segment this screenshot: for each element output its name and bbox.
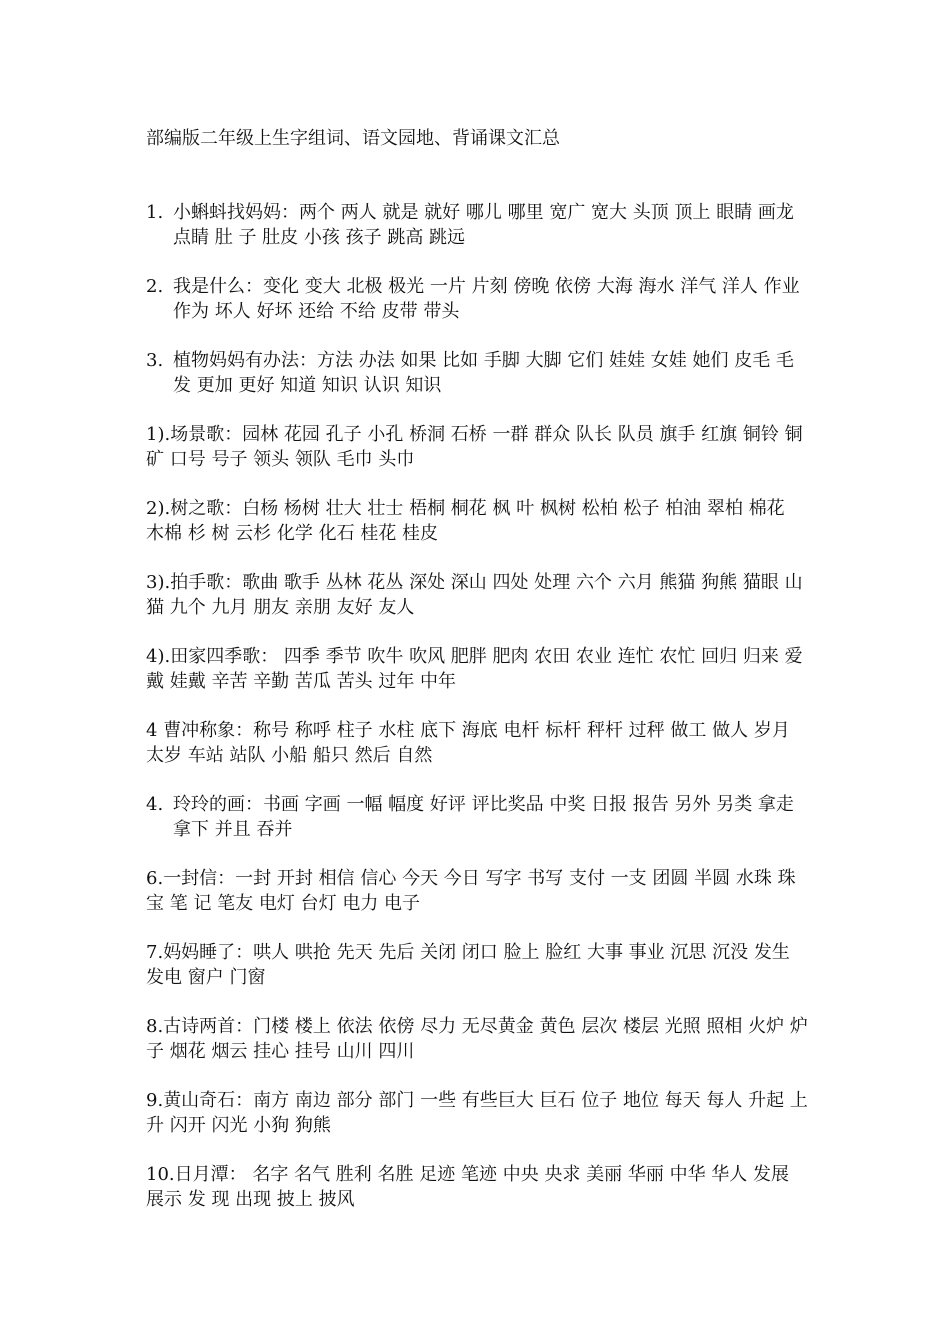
vocabulary-list — [146, 200, 808, 1236]
list-item — [146, 866, 808, 916]
item-number: 9. — [146, 1090, 164, 1111]
item-text: 古诗两首：门楼 楼上 依法 依傍 尽力 无尽黄金 黄色 层次 楼层 光照 照相 火炉 炉子 烟花 烟云 挂心 挂号 山川 四川 — [146, 1016, 808, 1062]
page-title: 部编版二年级上生字组词、语文园地、背诵课文汇总 — [146, 128, 560, 149]
list-item — [146, 1088, 808, 1138]
item-text: 场景歌：园林 花园 孔子 小孔 桥洞 石桥 一群 群众 队长 队员 旗手 红旗 铜铃 铜矿 口号 号子 领头 领队 毛巾 头巾 — [146, 424, 803, 470]
item-number: 3). — [146, 572, 171, 593]
item-number: 4. — [146, 794, 164, 815]
item-number: 4). — [146, 646, 171, 667]
item-text: 我是什么：变化 变大 北极 极光 一片 片刻 傍晚 依傍 大海 海水 洋气 洋人 作业 作为 坏人 好坏 还给 不给 皮带 带头 — [173, 276, 800, 322]
item-number: 3. — [146, 350, 164, 371]
item-text: 树之歌：白杨 杨树 壮大 壮士 梧桐 桐花 枫 叶 枫树 松柏 松子 柏油 翠柏 棉花 木棉 杉 树 云杉 化学 化石 桂花 桂皮 — [146, 498, 785, 544]
item-text: 植物妈妈有办法：方法 办法 如果 比如 手脚 大脚 它们 娃娃 女娃 她们 皮毛 毛发 更加 更好 知道 知识 认识 知识 — [173, 350, 794, 396]
item-text: 日月潭： 名字 名气 胜利 名胜 足迹 笔迹 中央 央求 美丽 华丽 中华 华人 发展 展示 发 现 出现 披上 披风 — [146, 1164, 790, 1210]
item-number: 6. — [146, 868, 164, 889]
item-text: 黄山奇石：南方 南边 部分 部门 一些 有些巨大 巨石 位子 地位 每天 每人 升起 上升 闪开 闪光 小狗 狗熊 — [146, 1090, 808, 1136]
list-item — [146, 940, 808, 990]
list-item — [146, 496, 808, 546]
list-item — [146, 644, 808, 694]
list-item — [146, 792, 808, 842]
item-number: 2). — [146, 498, 171, 519]
item-number: 4 — [146, 720, 164, 741]
item-text: 玲玲的画：书画 字画 一幅 幅度 好评 评比奖品 中奖 日报 报告 另外 另类 拿走 拿下 并且 吞并 — [173, 794, 794, 840]
item-number: 8. — [146, 1016, 164, 1037]
item-text: 拍手歌：歌曲 歌手 丛林 花丛 深处 深山 四处 处理 六个 六月 熊猫 狗熊 猫眼 山猫 九个 九月 朋友 亲朋 友好 友人 — [146, 572, 803, 618]
item-text: 妈妈睡了：哄人 哄抢 先天 先后 关闭 闭口 脸上 脸红 大事 事业 沉思 沉没 发生 发电 窗户 门窗 — [146, 942, 790, 988]
item-text: 曹冲称象：称号 称呼 柱子 水柱 底下 海底 电杆 标杆 秤杆 过秤 做工 做人 岁月 太岁 车站 站队 小船 船只 然后 自然 — [146, 720, 790, 766]
item-number: 1. — [146, 202, 164, 223]
list-item — [146, 1014, 808, 1064]
item-text: 田家四季歌： 四季 季节 吹牛 吹风 肥胖 肥肉 农田 农业 连忙 农忙 回归 归来 爱戴 娃戴 辛苦 辛勤 苦瓜 苦头 过年 中年 — [146, 646, 803, 692]
item-text: 小蝌蚪找妈妈：两个 两人 就是 就好 哪儿 哪里 宽广 宽大 头顶 顶上 眼睛 画龙点睛 肚 子 肚皮 小孩 孩子 跳高 跳远 — [173, 202, 794, 248]
list-item — [146, 422, 808, 472]
item-number: 7. — [146, 942, 164, 963]
list-item — [146, 348, 808, 398]
list-item — [146, 200, 808, 250]
list-item — [146, 570, 808, 620]
list-item — [146, 1162, 808, 1212]
list-item — [146, 274, 808, 324]
item-number: 1). — [146, 424, 171, 445]
item-text: 一封信：一封 开封 相信 信心 今天 今日 写字 书写 支付 一支 团圆 半圆 水珠 珠宝 笔 记 笔友 电灯 台灯 电力 电子 — [146, 868, 796, 914]
item-number: 10. — [146, 1164, 175, 1185]
item-number: 2. — [146, 276, 164, 297]
list-item — [146, 718, 808, 768]
